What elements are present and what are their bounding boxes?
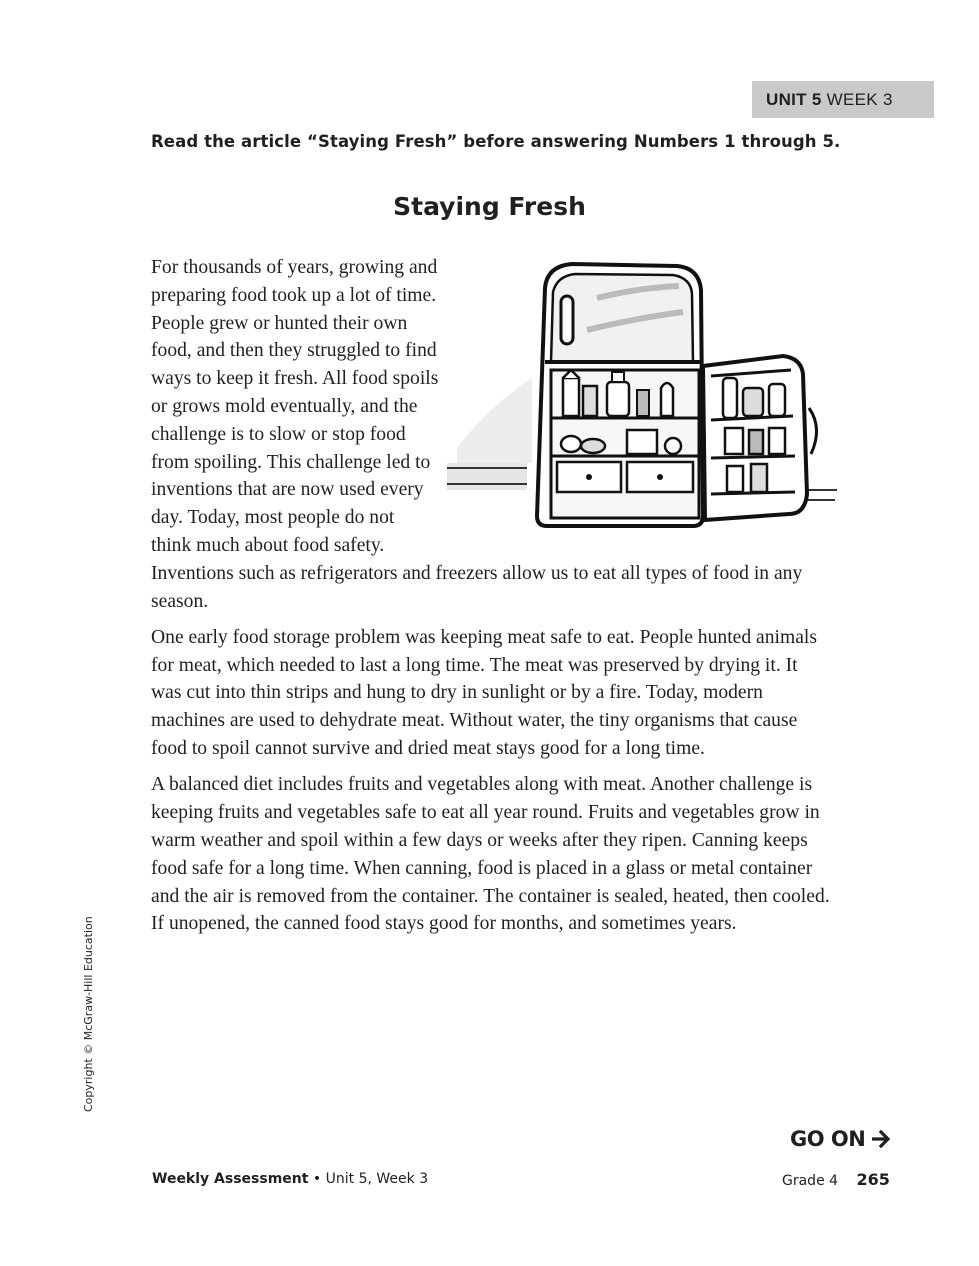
copyright-notice: Copyright © McGraw-Hill Education [82, 916, 95, 1112]
go-on-prompt [790, 1127, 892, 1151]
instructions: Read the article “Staying Fresh” before answering Numbers 1 through 5. [151, 132, 841, 151]
article-body [151, 254, 831, 947]
article-title: Staying Fresh [393, 192, 586, 221]
unit-label: UNIT 5 [766, 90, 822, 109]
article-paragraph: For thousands of years, growing and preparing food took up a lot of time. People grew or hunted their own food, and then they struggled to find ways to keep it fresh. All food spoils or grows mold eventually, and the challenge is to slow or stop food from spoiling. This challenge led to inventions that are now used every day. Today, most people do not think much about food safety. Inventions such as refrigerators and freezers allow us to eat all types of food in any season. [151, 257, 803, 612]
go-on-label: GO ON [790, 1127, 866, 1151]
arrow-right-icon [872, 1130, 892, 1148]
article-paragraph: A balanced diet includes fruits and vegetables along with meat. Another challenge is keeping fruits and vegetables safe to eat all year round. Fruits and vegetables grow in warm weather and spoil within a few days or weeks after they ripen. Canning keeps food safe for a long time. When canning, food is placed in a glass or metal container and the air is removed from the container. The container is sealed, heated, then cooled. If unopened, the canned food stays good for months, and sometimes years. [151, 774, 830, 935]
grade-label: Grade 4 [782, 1173, 839, 1189]
footer-assessment [152, 1171, 428, 1187]
footer-separator: • [312, 1171, 322, 1187]
week-label: WEEK 3 [826, 90, 893, 109]
assessment-label: Weekly Assessment [152, 1171, 309, 1187]
page-number: 265 [856, 1170, 890, 1189]
unit-week-tab [752, 81, 934, 118]
refrigerator-illustration [447, 258, 837, 532]
article-paragraph: One early food storage problem was keeping meat safe to eat. People hunted animals for meat, which needed to last a long time. The meat was preserved by drying it. It was cut into thin strips and hung to dry in sunlight or by a fire. Today, modern machines are used to dehydrate meat. Without water, the tiny organisms that cause food to spoil cannot survive and dried meat stays good for a long time. [151, 626, 817, 760]
footer-unit-week: Unit 5, Week 3 [325, 1171, 429, 1187]
footer-grade-page [782, 1170, 890, 1189]
